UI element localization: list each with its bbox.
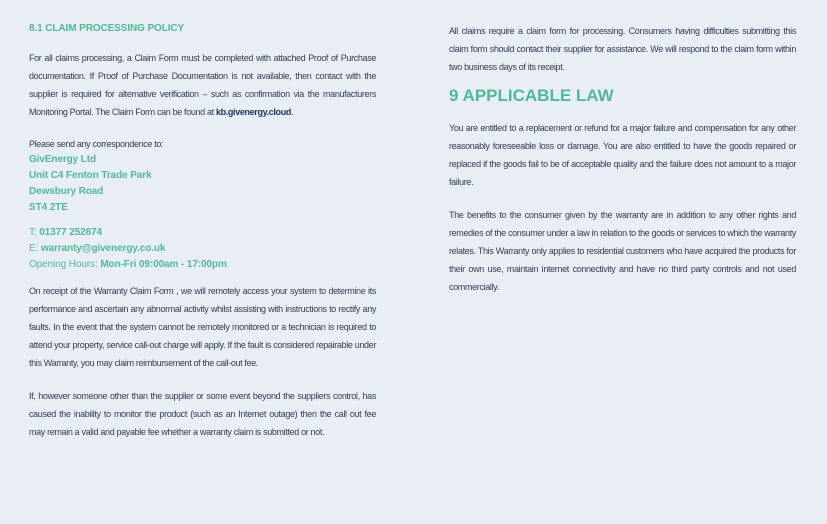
address-postcode: ST4 2TE xyxy=(29,202,68,213)
claim-form-text: For all claims processing, a Claim Form must be completed with attached Proof of Purchase documentation. If Proof of Purchase Documentation is not available, then contact with the supplier is required for alternative verification – such as confirmation via the manufacturers Monitoring Portal. The Claim Form can be found at xyxy=(29,53,376,117)
call-out-fee-paragraph: If, however someone other than the supplier or some event beyond the suppliers control, has caused the inability to monitor the product (such as an Internet outage) then the call out fee may remain a valid and payable fee whether a warranty claim is submitted or not. xyxy=(29,391,376,437)
hours-label: Opening Hours: xyxy=(29,259,101,270)
right-column xyxy=(449,22,796,296)
address-company: GivEnergy Ltd xyxy=(29,154,97,165)
claim-form-text-end: . xyxy=(291,107,294,117)
email-label: E: xyxy=(29,243,41,254)
consumer-entitlement-paragraph: You are entitled to a replacement or refund for a major failure and compensation for any other reasonably foreseeable loss or damage. You are also entitled to have the goods repaired or replaced if the goods fail to be of acceptable quality and the failure does not amount to a major failure. xyxy=(449,123,796,187)
contact-hours xyxy=(29,257,376,273)
section-title-claim-processing: 8.1 CLAIM PROCESSING POLICY xyxy=(29,23,185,34)
claims-require-form-paragraph: All claims require a claim form for processing. Consumers having difficulties submitting this claim form should contact their supplier for assistance. We will respond to the claim form within two business days of its receipt. xyxy=(449,26,796,72)
applicable-law-heading: 9 APPLICABLE LAW xyxy=(449,86,614,105)
warranty-benefits-paragraph: The benefits to the consumer given by the warranty are in addition to any other rights and remedies of the consumer under a law in relation to the goods or services to which the warranty relates. This Warranty only applies to residential customers who have acquired the products for their own use, maintain internet connectivity and have no third party controls and not used commercially. xyxy=(449,210,796,292)
claim-form-paragraph xyxy=(29,49,376,121)
correspondence-intro: Please send any correspondence to: xyxy=(29,139,164,149)
contact-phone xyxy=(29,225,376,241)
left-column xyxy=(29,22,376,441)
email-address[interactable]: warranty@givenergy.co.uk xyxy=(40,243,166,254)
phone-number[interactable]: 01377 252874 xyxy=(39,227,103,238)
address-line2: Dewsbury Road xyxy=(29,186,104,197)
opening-hours: Mon-Fri 09:00am - 17:00pm xyxy=(100,259,227,270)
knowledge-base-link[interactable]: kb.givenergy.cloud xyxy=(215,107,291,117)
phone-label: T: xyxy=(29,227,40,238)
contact-email xyxy=(29,241,376,257)
remote-access-paragraph: On receipt of the Warranty Claim Form , we will remotely access your system to determine its performance and ascertain any abnormal activity whilst assisting with instructions to rectify any faults. In the event that the system cannot be remotely monitored or a technician is required to attend your property, service call-out charge will apply. If the fault is considered repairable under this Warranty, you may claim reimbursement of the call-out fee. xyxy=(29,286,376,368)
address-line1: Unit C4 Fenton Trade Park xyxy=(29,170,152,181)
